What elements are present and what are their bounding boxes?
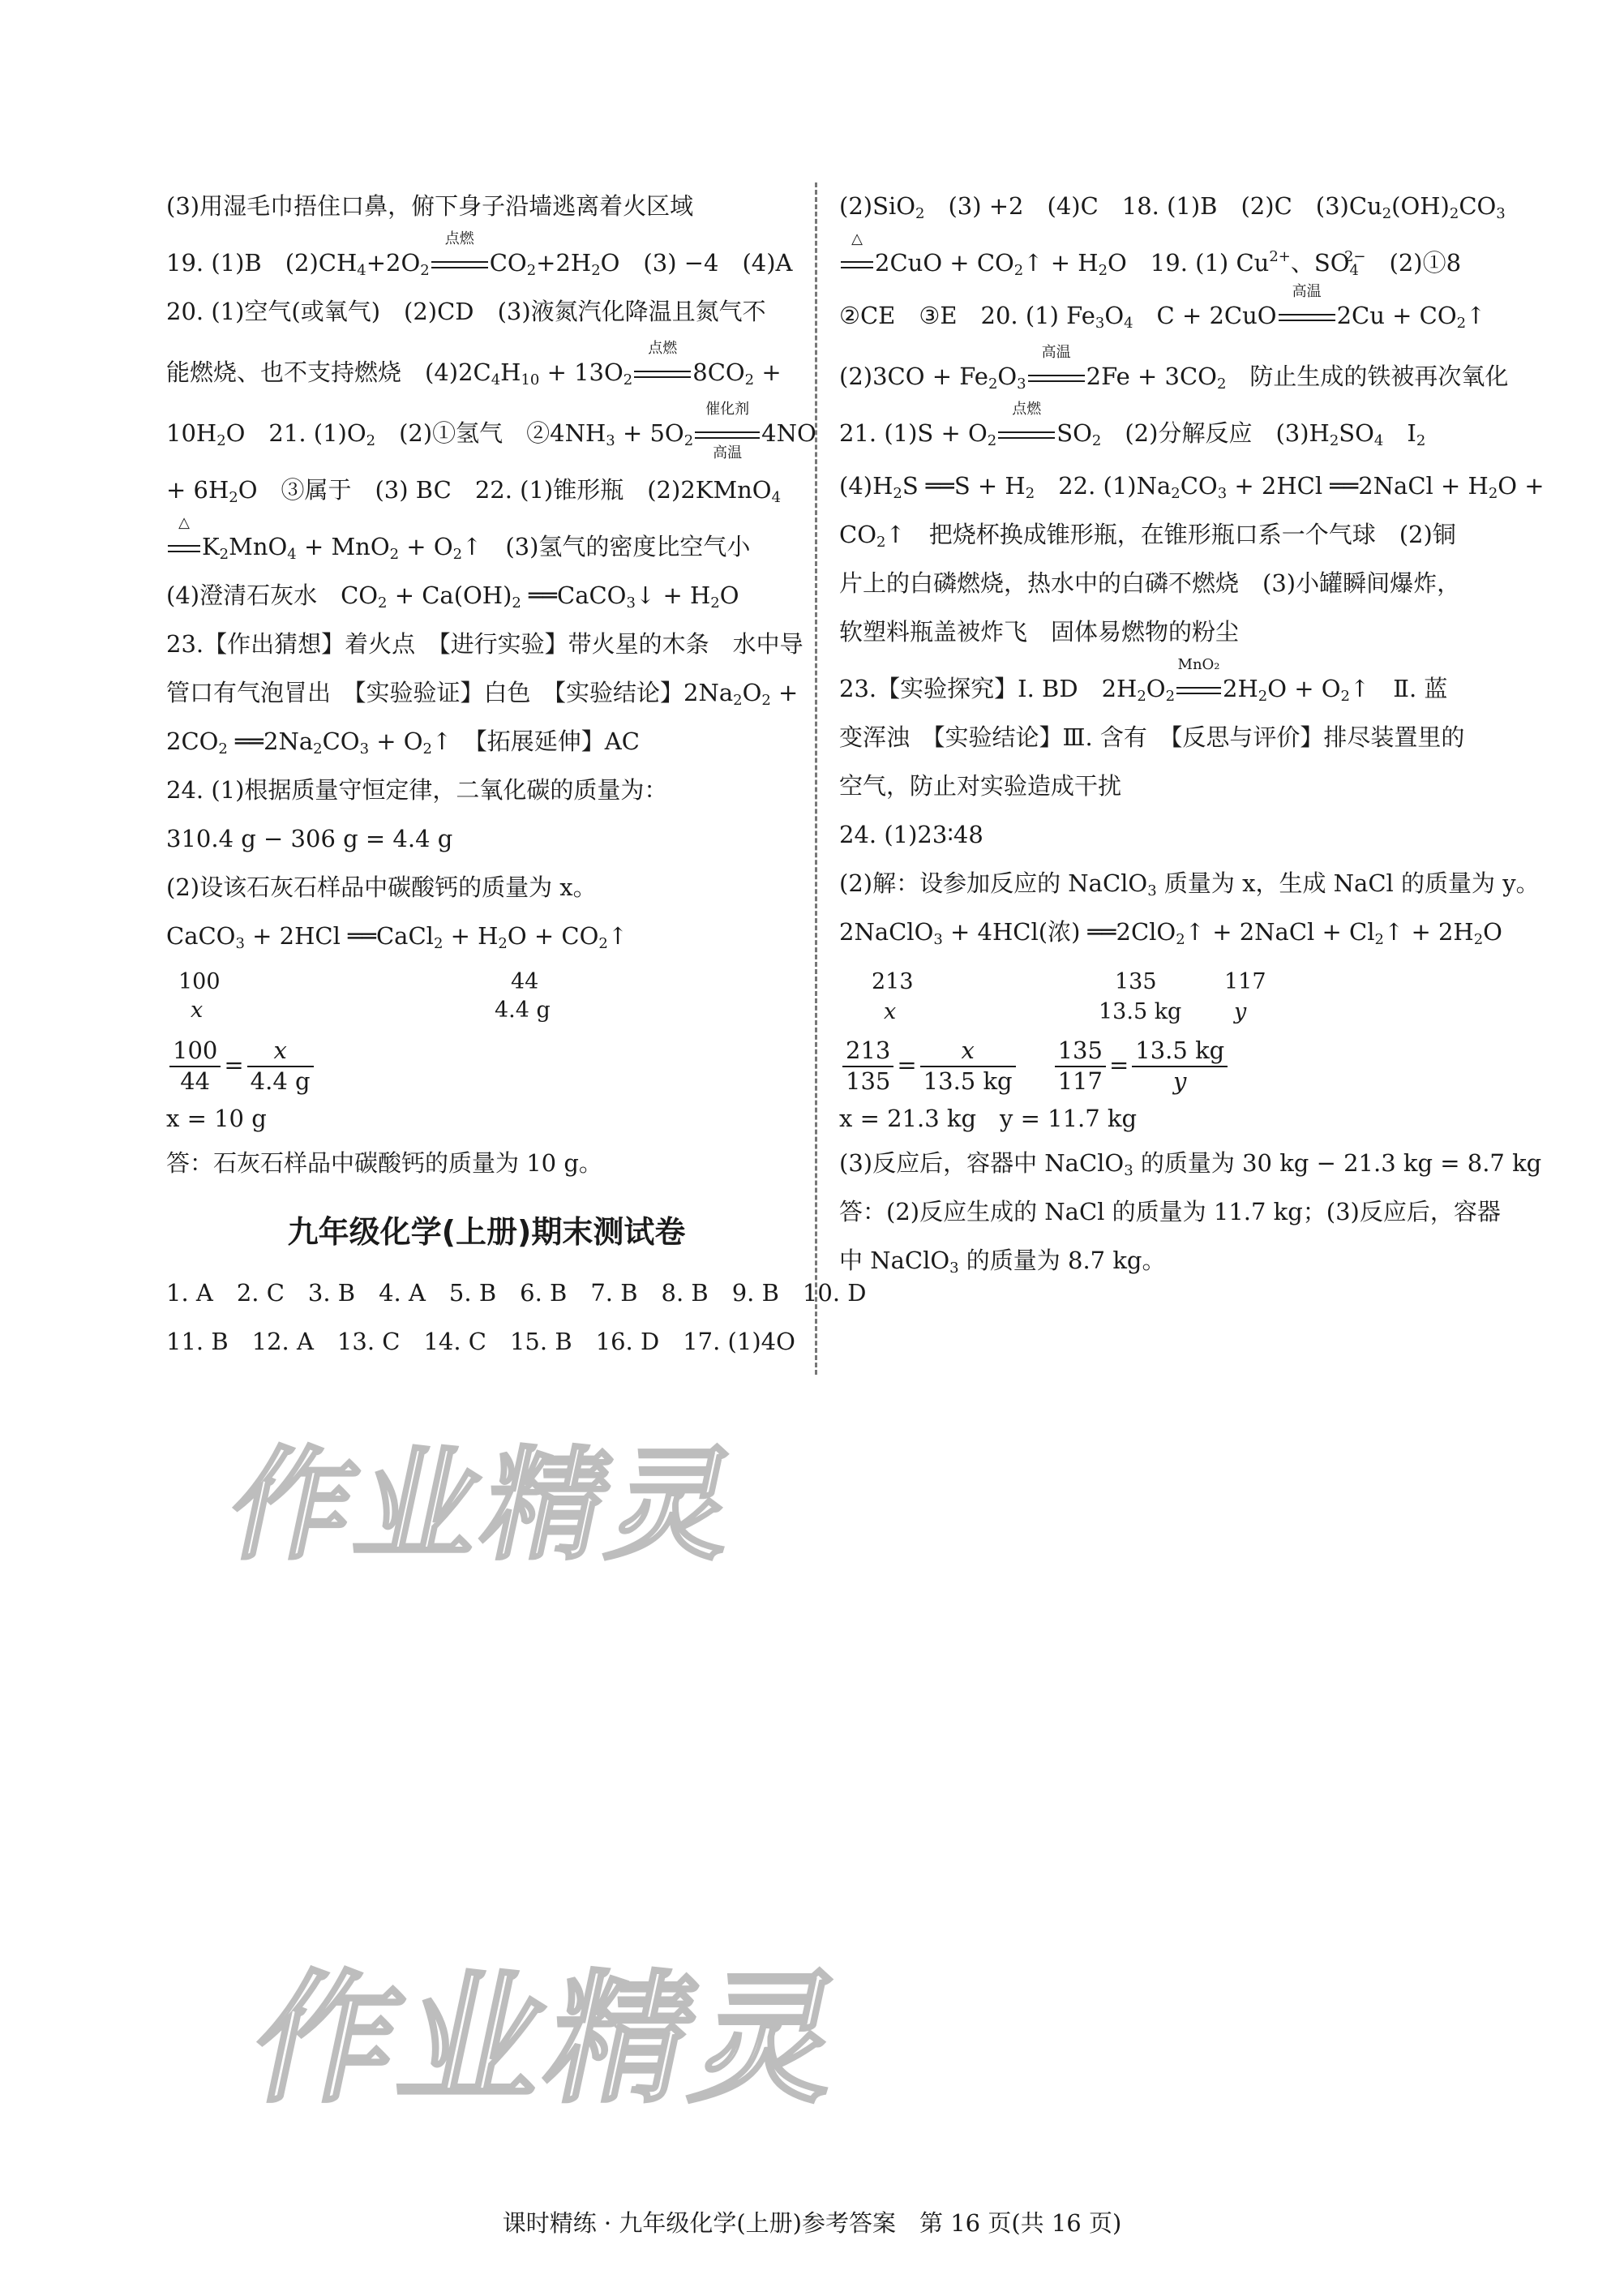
fraction: $\frac{13.5 kg}{y}$ [1132,1038,1228,1095]
reaction-condition: 高温 [1279,304,1335,328]
fraction: $\frac{100}{44}$ [169,1038,221,1095]
answer-line: 片上的白磷燃烧，热水中的白磷不燃烧 (3)小罐瞬间爆炸， [839,569,1461,597]
reaction-condition: △ [841,251,873,275]
mass-value: y [1234,999,1247,1024]
column-divider [815,182,817,1375]
choice-answers: 1. A 2. C 3. B 4. A 5. B 6. B 7. B 8. B 9. B 10. D [166,1279,867,1307]
fraction: $\frac{135}{117}$ [1055,1038,1106,1095]
answer-line: 21. $(1)S + O_2$ 点燃 $SO_2$ (2)分解反应 $(3)H_2SO_4$ $I_2$ [839,401,1426,449]
answer-statement: 答：(2)反应生成的 NaCl 的质量为 11.7 kg；(3)反应后，容器 [839,1198,1501,1225]
answer-line: 24. (1)23∶48 [839,821,983,848]
answer-line-q20: 20. (1)空气(或氧气) (2)CD (3)液氮汽化降温且氮气不 [166,298,766,325]
answer-line: 空气，防止对实验造成干扰 [839,772,1122,800]
reaction-condition: 点燃 [634,361,691,384]
reaction-condition: 点燃 [431,251,488,275]
answer-line: $(2)3CO + Fe_2O_3$ 高温 $2Fe + 3CO_2$ 防止生成的铁被再次氧化 [839,344,1509,393]
chemical-equation: 2NaClO$_3$ + 4HCl(浓) ══2ClO$_2$↑ + 2NaCl + $Cl_2↑ + 2H_2O$ [839,918,1502,948]
fraction: $\frac{x}{4.4 g}$ [247,1038,314,1095]
answer-line: ②CE ③E 20. (1) $Fe_3O_4$ C + 2CuO 高温 $2Cu + CO_2↑$ [839,283,1486,332]
answer-line: (3)反应后，容器中 NaClO$_3$ 的质量为 30 kg − 21.3 kg = 8.7 kg [839,1149,1542,1179]
watermark-logo: 作业精灵 [217,1436,754,1577]
answer-line-q22c: (4)澄清石灰水 $CO_2 + Ca(OH)_2$ ══CaCO$_3$↓ + $H_2O$ [166,582,739,612]
mass-value: 100 [178,969,221,994]
answer-line-q21: $10H_2O$ 21. $(1)O_2$ (2)①氢气 $②4NH_3 + 5O_2$ 催化剂 高温 4NO [166,401,816,461]
reaction-condition: 高温 [1028,365,1085,388]
answer-line: 变浑浊 【实验结论】Ⅲ. 含有 【反思与评价】排尽装置里的 [839,723,1465,751]
reaction-condition: 催化剂 高温 [695,422,760,445]
reaction-condition: 点燃 [998,422,1055,445]
section-title: 九年级化学(上册)期末测试卷 [287,1214,686,1250]
proportion-equation: $\frac{213}{135}$ = $\frac{x}{13.5 kg}$ $\frac{135}{117}$ = $\frac{13.5 kg}{y}$ [839,1038,1231,1095]
answer-line-q22: + $6H_2O$ ③属于 (3) BC 22. (1)锥形瓶 (2)2KMnO$_4$ [166,476,782,506]
answer-line: (2)SiO$_2$ (3) +2 (4)C 18. (1)B (2)C $(3)Cu_2(OH)_2CO_3$ [839,192,1506,222]
answer-statement: 中 NaClO$_3$ 的质量为 8.7 kg。 [839,1247,1166,1277]
fraction: $\frac{213}{135}$ [842,1038,893,1095]
page-footer: 课时精练 · 九年级化学(上册)参考答案 第 16 页(共 16 页) [502,2209,1122,2237]
answer-line: $CO_2↑$ 把烧杯换成锥形瓶，在锥形瓶口系一个气球 (2)铜 [839,521,1456,551]
mass-value: 13.5 kg [1099,999,1182,1024]
answer-line: 23.【实验探究】Ⅰ. BD $2H_2O_2$ MnO₂ $2H_2O$ + $O_2↑$ Ⅱ. 蓝 [839,656,1448,705]
answer-line: (2)解：设参加反应的 NaClO$_3$ 质量为 x，生成 NaCl 的质量为 y。 [839,869,1540,899]
mass-value: 4.4 g [495,998,551,1023]
answer-line-q23b: 管口有气泡冒出 【实验验证】白色 【实验结论】$2Na_2O_2$ + [166,679,799,709]
answer-line: △ $2CuO + CO_2↑ + H_2O$ 19. (1) $Cu^{2+}$、$SO_4^{2-}$ (2)①8 [839,251,1461,275]
mass-value: x [884,999,897,1024]
answer-statement: 答：石灰石样品中碳酸钙的质量为 10 g。 [166,1149,602,1177]
result-line: x = 10 g [166,1105,267,1132]
answer-line: $(4)H_2S$ ══S + $H_2$ 22. $(1)Na_2CO_3 + 2HCl$ ══2NaCl + $H_2O$ + [839,472,1545,502]
mass-value: 213 [872,969,914,994]
answer-line-q22b: △ $K_2MnO_4 + MnO_2$ + $O_2↑$ (3)氢气的密度比空气小 [166,535,750,559]
chemical-equation: CaCO$_3$ + 2HCl ══CaCl$_2$ + $H_2O$ + $CO_2↑$ [166,922,628,952]
answer-line-q20b: 能燃烧、也不支持燃烧 $(4)2C_4H_{10} + 13O_2$ 点燃 $8CO_2$ + [166,340,782,388]
mass-value: 117 [1224,969,1266,994]
answer-line: 软塑料瓶盖被炸飞 固体易燃物的粉尘 [839,618,1240,646]
proportion-equation: $\frac{100}{44}$ = $\frac{x}{4.4 g}$ [166,1038,317,1095]
answer-line-q24: 24. (1)根据质量守恒定律，二氧化碳的质量为： [166,776,668,804]
answer-line: (3)用湿毛巾捂住口鼻，俯下身子沿墙逃离着火区域 [166,192,694,220]
answer-line-q23c: $2CO_2$ $══2Na_2CO_3$ + $O_2↑$ 【拓展延伸】AC [166,727,640,758]
answer-line-q19: 19. (1)B $(2)CH_4+2O_2$ 点燃 $CO_2+2H_2O$ (3) −4 (4)A [166,230,793,279]
answer-line-q23: 23.【作出猜想】着火点 【进行实验】带火星的木条 水中导 [166,630,803,658]
answer-line-q24b: 310.4 g − 306 g = 4.4 g [166,825,453,852]
choice-answers: 11. B 12. A 13. C 14. C 15. B 16. D 17. (1)4O [166,1328,795,1355]
mass-value: 135 [1115,969,1157,994]
answer-line-q24c: (2)设该石灰石样品中碳酸钙的质量为 x。 [166,873,597,901]
fraction: $\frac{x}{13.5 kg}$ [920,1038,1016,1095]
reaction-condition: △ [168,535,200,559]
mass-value: x [191,998,204,1023]
mass-value: 44 [511,969,539,994]
result-line: x = 21.3 kg y = 11.7 kg [839,1105,1138,1132]
watermark-logo: 作业精灵 [239,1958,862,2122]
reaction-condition: MnO₂ [1176,677,1221,701]
